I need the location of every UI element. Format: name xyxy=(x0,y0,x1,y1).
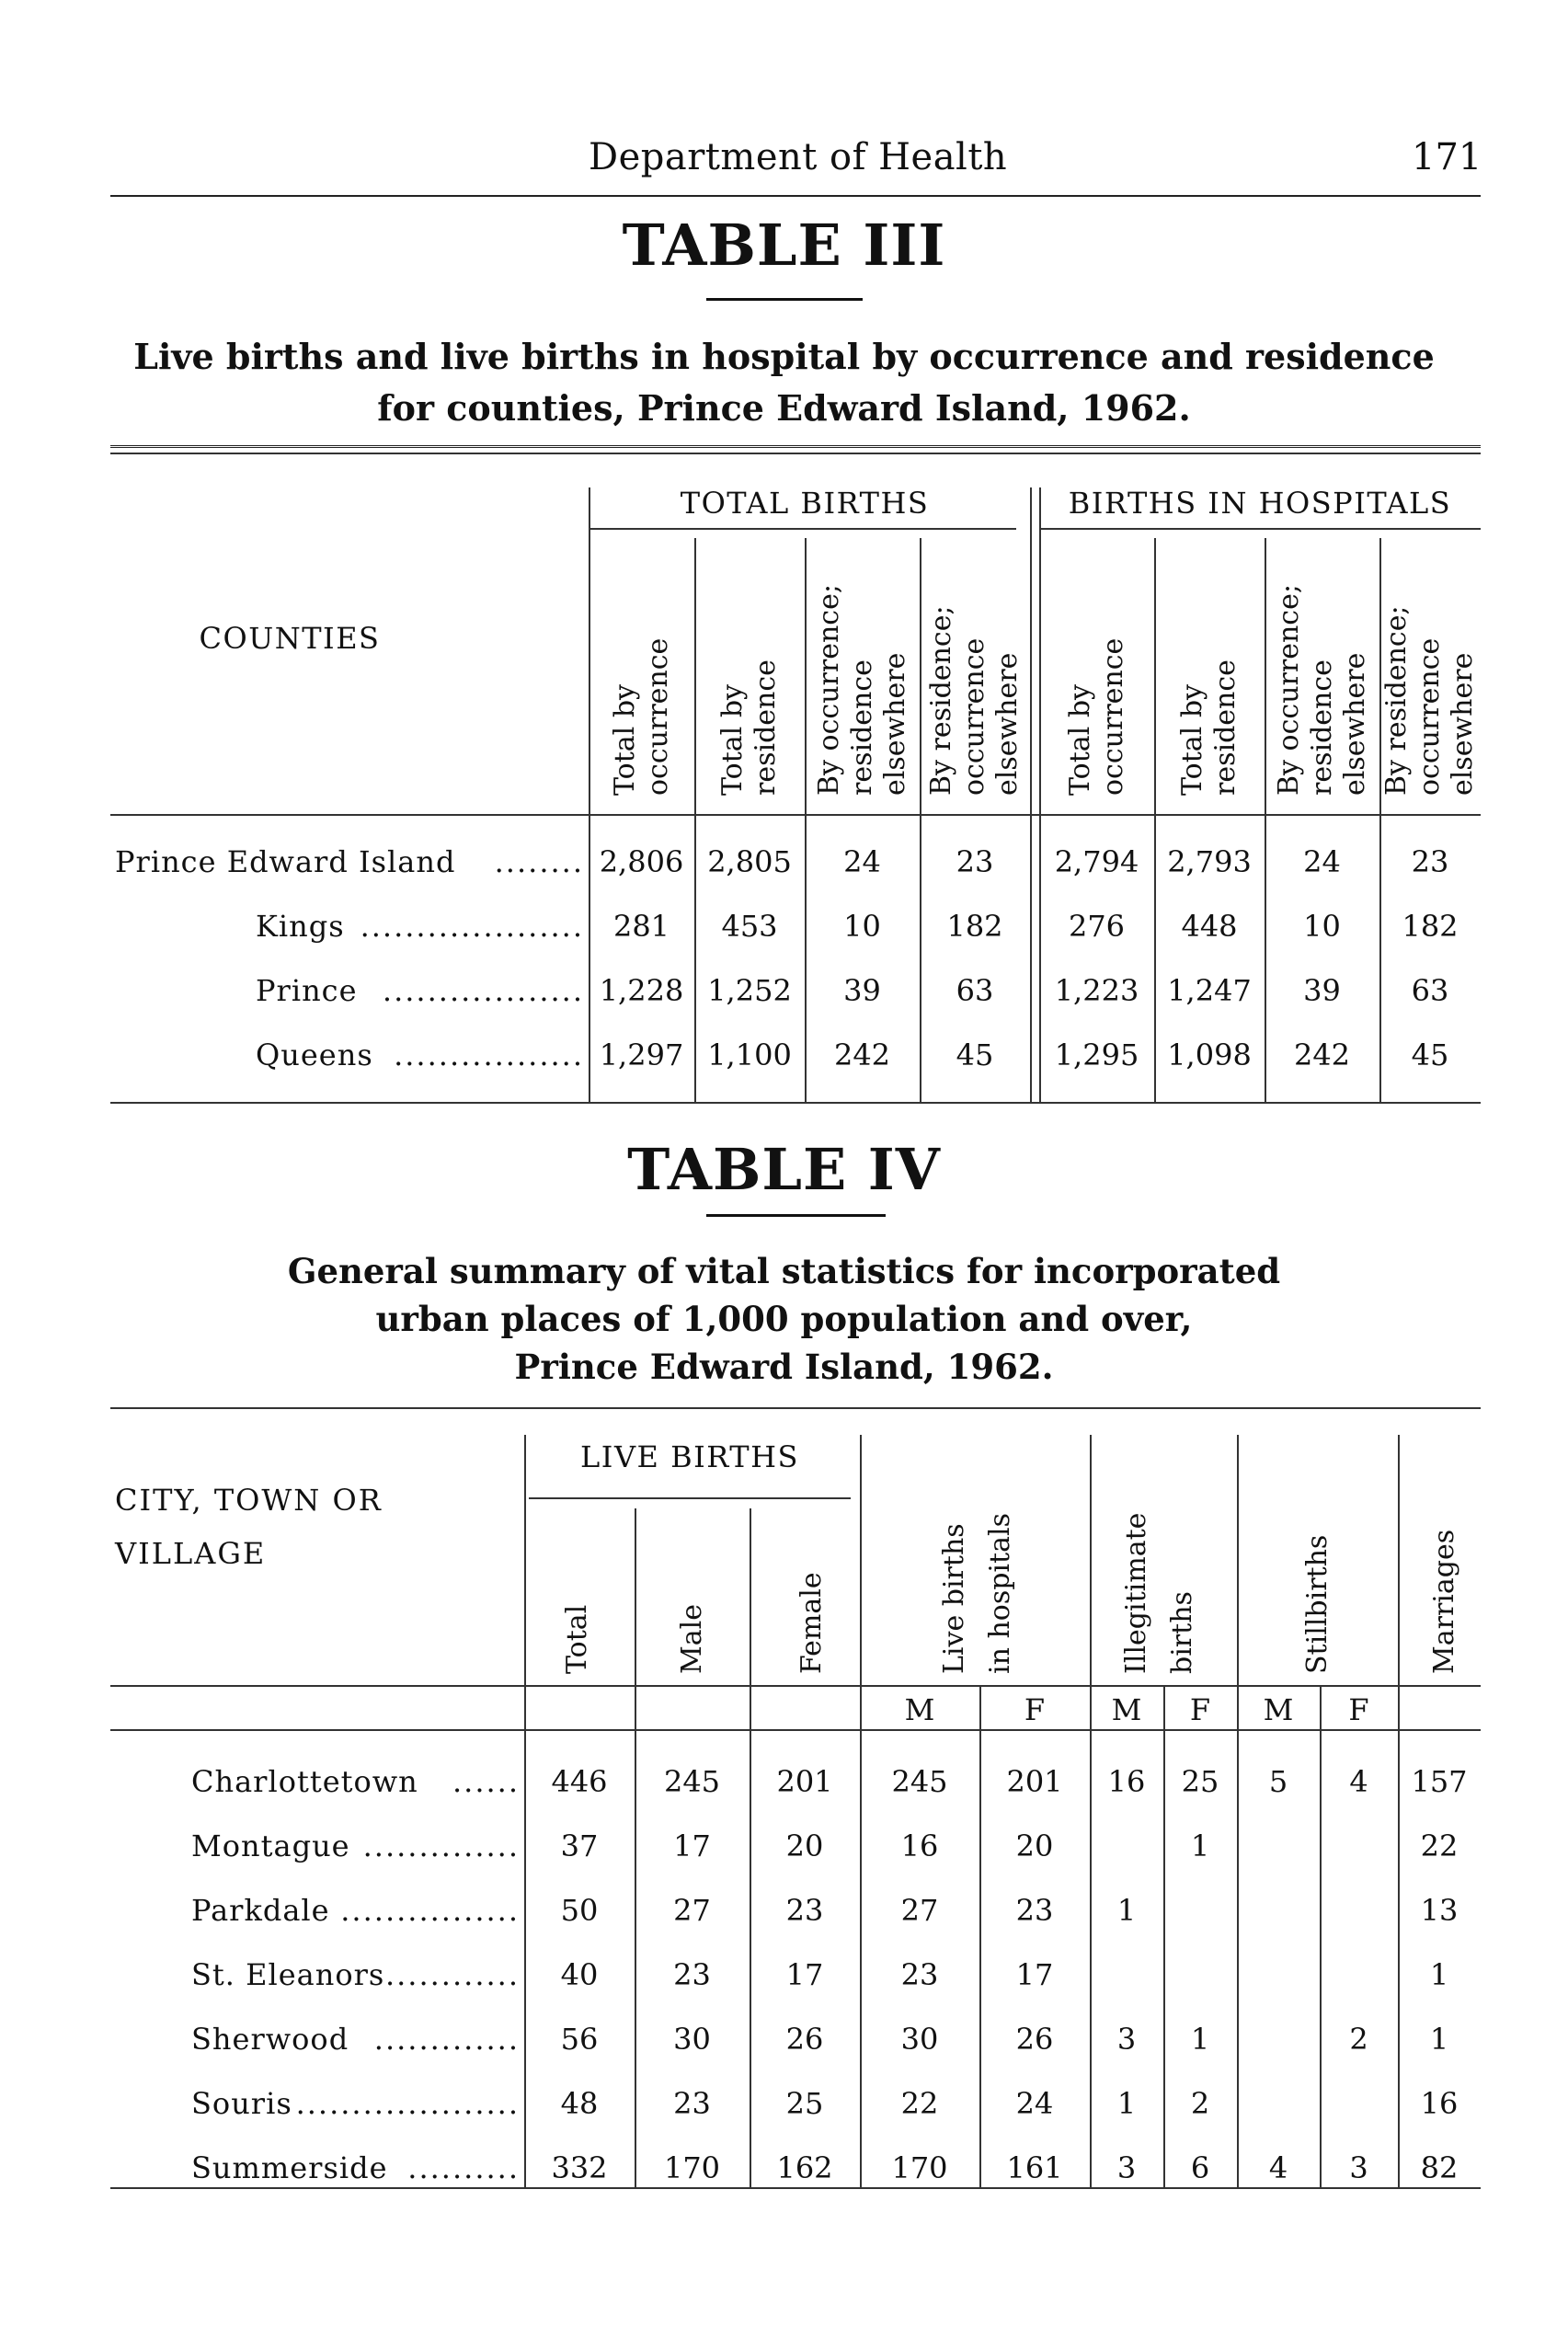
table4-column-rule xyxy=(524,1435,526,2187)
table3-column-rule xyxy=(805,538,807,1102)
table3-cell: 45 xyxy=(956,1037,994,1072)
table3-row-label xyxy=(115,844,455,879)
table3-cell: 281 xyxy=(612,909,670,944)
table4-subheader-m: M xyxy=(904,1692,935,1727)
table4-header-rule xyxy=(110,1685,1481,1687)
table3-title: TABLE III xyxy=(622,212,946,279)
table4-subheader-rule xyxy=(110,1729,1481,1731)
table3-column-rule xyxy=(1379,538,1381,1102)
table3-column-rule xyxy=(1030,487,1032,1102)
table3-cell: 182 xyxy=(946,909,1003,944)
table3-row-leader: ................. xyxy=(394,1037,584,1072)
table4-col-illegitimate-births-line-1: Illegitimate xyxy=(1120,1512,1152,1674)
table4-col-live-births-in-hospitals-line-1: Live births xyxy=(938,1523,970,1674)
table4-cell: 2 xyxy=(1349,2022,1368,2057)
table4-cell: 17 xyxy=(673,1828,711,1863)
table3-cell: 1,297 xyxy=(599,1037,684,1072)
table4-cell: 26 xyxy=(1015,2022,1054,2057)
table4-cell: 170 xyxy=(663,2150,721,2185)
table3-col-header-1-line-1: Total by xyxy=(608,684,641,796)
table4-col-stillbirths: Stillbirths xyxy=(1301,1534,1333,1674)
table3-col-header-4-line-2: occurrence xyxy=(958,637,990,796)
table3-col-header-7-line-3: elsewhere xyxy=(1338,652,1371,796)
table4-row-leader: .......... xyxy=(407,2150,520,2185)
table4-row-name: Sherwood xyxy=(191,2022,349,2057)
table4-cell: 245 xyxy=(663,1764,721,1799)
table3-cell: 1,252 xyxy=(707,973,792,1008)
table4-row-name: St. Eleanors xyxy=(191,1957,385,1992)
table4-caption-line3: Prince Edward Island, 1962. xyxy=(514,1347,1054,1387)
table4-row-name: Charlottetown xyxy=(191,1764,418,1799)
table4-cell: 332 xyxy=(551,2150,608,2185)
table3-cell: 24 xyxy=(843,844,881,879)
table4-cell: 446 xyxy=(551,1764,608,1799)
table4-subheader-f: F xyxy=(1189,1692,1211,1727)
table3-group-births-in-hospitals: BIRTHS IN HOSPITALS xyxy=(1068,486,1452,521)
table4-cell: 3 xyxy=(1116,2022,1137,2057)
table3-group2-rule xyxy=(1039,528,1481,530)
running-title: Department of Health xyxy=(589,136,1008,178)
table4-subheader-f: F xyxy=(1348,1692,1369,1727)
table3-cell: 23 xyxy=(1411,844,1449,879)
table4-col-illegitimate-births-line-2: births xyxy=(1166,1591,1199,1674)
table3-col-header-3-line-2: residence xyxy=(845,659,878,796)
table3-cell: 448 xyxy=(1181,909,1238,944)
table4-row-leader: ............. xyxy=(373,2022,520,2057)
table4-row-leader: ............ xyxy=(384,1957,520,1992)
table4-col-live-births-in-hospitals-line-2: in hospitals xyxy=(984,1513,1017,1674)
table3-cell: 39 xyxy=(843,973,881,1008)
table4-col-male: Male xyxy=(676,1604,708,1674)
table4-title: TABLE IV xyxy=(627,1136,941,1203)
table4-cell: 22 xyxy=(1420,1828,1459,1863)
table4-cell: 17 xyxy=(785,1957,824,1992)
page-number: 171 xyxy=(1412,136,1482,178)
header-rule xyxy=(110,195,1481,197)
table3-row-leader: .................. xyxy=(382,973,584,1008)
table3-col-header-2-line-2: residence xyxy=(750,659,782,796)
table4-cell: 40 xyxy=(560,1957,599,1992)
table4-cell: 16 xyxy=(1107,1764,1146,1799)
table3-title-rule xyxy=(706,298,863,301)
table4-cell: 1 xyxy=(1429,1957,1449,1992)
table3-column-rule xyxy=(1265,538,1266,1102)
table4-cell: 1 xyxy=(1190,2022,1210,2057)
table3-col-header-8-line-1: By residence; xyxy=(1380,605,1413,796)
table4-group-live-births: LIVE BIRTHS xyxy=(580,1439,799,1474)
table4-cell: 1 xyxy=(1190,1828,1210,1863)
table3-cell: 39 xyxy=(1303,973,1341,1008)
table4-stub-header-line2: VILLAGE xyxy=(115,1536,267,1571)
table3-stub-header: COUNTIES xyxy=(199,621,381,656)
table3-row-leader: .................... xyxy=(360,909,584,944)
table3-row-name: Prince Edward Island xyxy=(115,844,456,879)
table3-row-name: Queens xyxy=(256,1037,373,1072)
table4-cell: 2 xyxy=(1190,2086,1210,2121)
table4-column-rule xyxy=(1320,1685,1322,2187)
table4-cell: 30 xyxy=(900,2022,939,2057)
table3-caption-line2: for counties, Prince Edward Island, 1962. xyxy=(377,387,1191,429)
table3-col-header-4-line-3: elsewhere xyxy=(991,652,1024,796)
table4-cell: 30 xyxy=(673,2022,711,2057)
table3-row-name: Kings xyxy=(256,909,345,944)
table3-column-rule xyxy=(1039,487,1041,1102)
table4-cell: 26 xyxy=(785,2022,824,2057)
table4-row-name: Souris xyxy=(191,2086,292,2121)
table4-cell: 24 xyxy=(1015,2086,1054,2121)
table3-caption-line1: Live births and live births in hospital by occurrence and residence xyxy=(133,336,1435,377)
table4-cell: 37 xyxy=(560,1828,599,1863)
table4-cell: 27 xyxy=(900,1893,939,1928)
table4-top-rule xyxy=(110,1407,1481,1409)
table4-cell: 23 xyxy=(900,1957,939,1992)
table3-cell: 1,223 xyxy=(1054,973,1139,1008)
table3-col-header-7-line-1: By occurrence; xyxy=(1272,584,1305,796)
table4-column-rule xyxy=(1090,1435,1092,2187)
table4-cell: 22 xyxy=(900,2086,939,2121)
table3-col-header-6-line-2: residence xyxy=(1209,659,1242,796)
table4-cell: 170 xyxy=(891,2150,948,2185)
table4-cell: 25 xyxy=(1181,1764,1219,1799)
table4-cell: 13 xyxy=(1420,1893,1459,1928)
table4-row-name: Summerside xyxy=(191,2150,388,2185)
table4-cell: 245 xyxy=(891,1764,948,1799)
table4-cell: 50 xyxy=(560,1893,599,1928)
table4-cell: 16 xyxy=(900,1828,939,1863)
table4-col-female: Female xyxy=(795,1572,828,1674)
table3-cell: 63 xyxy=(1411,973,1449,1008)
table4-caption-line1: General summary of vital statistics for incorporated xyxy=(287,1251,1281,1291)
table4-cell: 1 xyxy=(1429,2022,1449,2057)
table3-group-total-births: TOTAL BIRTHS xyxy=(680,486,930,521)
table3-col-header-3-line-1: By occurrence; xyxy=(812,584,845,796)
table3-col-header-8-line-2: occurrence xyxy=(1413,637,1446,796)
table4-row-leader: ...... xyxy=(452,1764,520,1799)
table4-cell: 3 xyxy=(1116,2150,1137,2185)
table3-cell: 2,805 xyxy=(707,844,792,879)
table3-col-header-6-line-1: Total by xyxy=(1176,684,1208,796)
table3-row-label xyxy=(256,909,345,944)
table3-cell: 1,098 xyxy=(1167,1037,1252,1072)
table4-column-rule xyxy=(1237,1435,1239,2187)
table4-cell: 16 xyxy=(1420,2086,1459,2121)
table3-col-header-3-line-3: elsewhere xyxy=(878,652,911,796)
table4-subheader-f: F xyxy=(1024,1692,1046,1727)
table3-cell: 2,793 xyxy=(1167,844,1252,879)
table4-cell: 5 xyxy=(1268,1764,1288,1799)
table3-column-rule xyxy=(694,538,696,1102)
table3-cell: 23 xyxy=(956,844,994,879)
table3-group1-rule xyxy=(589,528,1016,530)
table4-cell: 3 xyxy=(1349,2150,1368,2185)
table3-cell: 1,100 xyxy=(707,1037,792,1072)
table4-cell: 23 xyxy=(673,1957,711,1992)
table4-row-leader: .................... xyxy=(295,2086,520,2121)
table3-cell: 1,247 xyxy=(1167,973,1252,1008)
table4-cell: 162 xyxy=(776,2150,833,2185)
table3-header-rule xyxy=(110,814,1481,816)
table4-cell: 23 xyxy=(1015,1893,1054,1928)
table4-cell: 20 xyxy=(785,1828,824,1863)
table4-caption-line2: urban places of 1,000 population and over, xyxy=(375,1299,1193,1339)
table4-subheader-m: M xyxy=(1111,1692,1142,1727)
table4-cell: 4 xyxy=(1349,1764,1368,1799)
table3-cell: 63 xyxy=(956,973,994,1008)
table3-top-rule xyxy=(110,445,1481,448)
table3-row-label xyxy=(256,973,358,1008)
table3-cell: 24 xyxy=(1303,844,1341,879)
table3-column-rule xyxy=(589,487,590,1102)
table4-column-rule xyxy=(860,1435,862,2187)
table4-col-marriages: Marriages xyxy=(1428,1529,1460,1674)
table3-cell: 276 xyxy=(1068,909,1126,944)
table4-cell: 201 xyxy=(1006,1764,1063,1799)
table4-cell: 6 xyxy=(1190,2150,1210,2185)
table3-cell: 2,806 xyxy=(599,844,684,879)
table4-cell: 157 xyxy=(1411,1764,1468,1799)
table4-cell: 201 xyxy=(776,1764,833,1799)
table3-col-header-5-line-2: occurrence xyxy=(1096,637,1129,796)
table3-bottom-rule xyxy=(110,1102,1481,1104)
table3-cell: 182 xyxy=(1402,909,1459,944)
table3-top-rule-2 xyxy=(110,453,1481,454)
table4-col-total: Total xyxy=(561,1604,593,1674)
table4-column-rule xyxy=(1398,1435,1400,2187)
table3-cell: 242 xyxy=(1293,1037,1351,1072)
table4-cell: 17 xyxy=(1015,1957,1054,1992)
table4-cell: 48 xyxy=(560,2086,599,2121)
table4-cell: 20 xyxy=(1015,1828,1054,1863)
table4-cell: 82 xyxy=(1420,2150,1459,2185)
table4-bottom-rule xyxy=(110,2187,1481,2189)
table4-subheader-m: M xyxy=(1263,1692,1294,1727)
table3-row-label xyxy=(256,1037,373,1072)
table4-cell: 1 xyxy=(1116,1893,1137,1928)
table4-row-name: Montague xyxy=(191,1828,350,1863)
table3-col-header-5-line-1: Total by xyxy=(1063,684,1096,796)
table3-cell: 10 xyxy=(1303,909,1341,944)
table4-cell: 25 xyxy=(785,2086,824,2121)
table4-stub-header-line1: CITY, TOWN OR xyxy=(115,1483,383,1518)
table4-cell: 27 xyxy=(673,1893,711,1928)
table4-cell: 23 xyxy=(673,2086,711,2121)
table4-cell: 56 xyxy=(560,2022,599,2057)
table3-row-leader: ........ xyxy=(494,844,584,879)
table3-cell: 45 xyxy=(1411,1037,1449,1072)
table3-col-header-4-line-1: By residence; xyxy=(925,605,957,796)
table4-cell: 1 xyxy=(1116,2086,1137,2121)
table3-cell: 453 xyxy=(721,909,778,944)
table3-column-rule xyxy=(920,538,921,1102)
table4-row-leader: ................ xyxy=(340,1893,520,1928)
table3-col-header-1-line-2: occurrence xyxy=(641,637,674,796)
table3-col-header-2-line-1: Total by xyxy=(716,684,749,796)
table3-col-header-8-line-3: elsewhere xyxy=(1447,652,1479,796)
table4-row-leader: .............. xyxy=(362,1828,520,1863)
table3-cell: 2,794 xyxy=(1054,844,1139,879)
table4-row-name: Parkdale xyxy=(191,1893,330,1928)
table3-cell: 1,228 xyxy=(599,973,684,1008)
table3-cell: 1,295 xyxy=(1054,1037,1139,1072)
table3-column-rule xyxy=(1154,538,1156,1102)
table4-title-rule xyxy=(706,1214,886,1217)
table4-cell: 23 xyxy=(785,1893,824,1928)
table3-row-name: Prince xyxy=(256,973,358,1008)
table4-group-rule xyxy=(529,1497,851,1499)
table3-cell: 242 xyxy=(833,1037,891,1072)
table3-col-header-7-line-2: residence xyxy=(1305,659,1338,796)
table4-cell: 4 xyxy=(1268,2150,1288,2185)
table4-cell: 161 xyxy=(1006,2150,1063,2185)
table3-cell: 10 xyxy=(843,909,881,944)
